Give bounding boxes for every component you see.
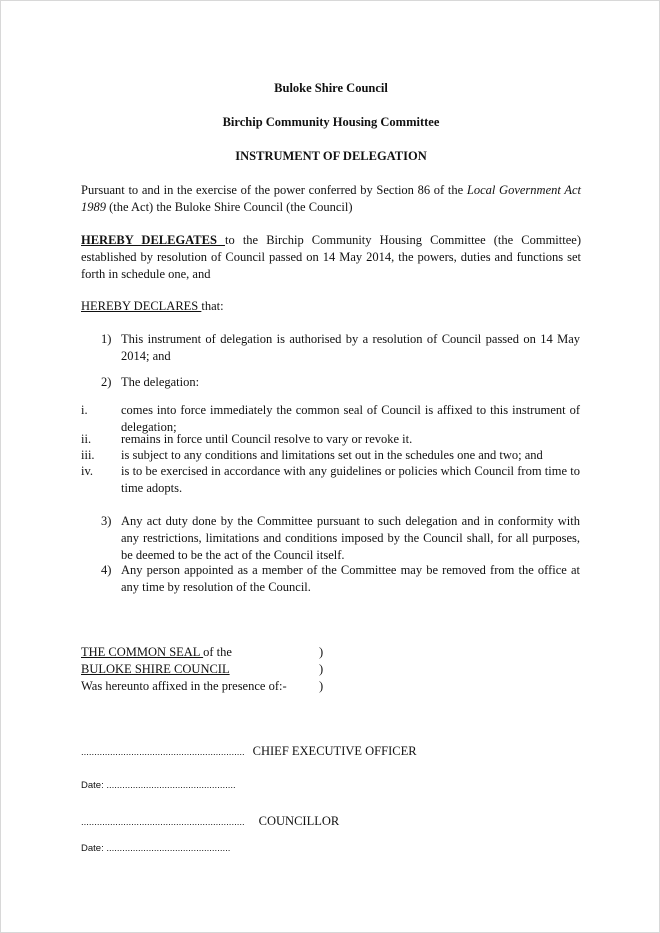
list-item: This instrument of delegation is authorised by a resolution of Council passed on 14 May 2014; and xyxy=(121,332,580,363)
delegates-keyword: HEREBY DELEGATES xyxy=(81,233,226,247)
list-item: is subject to any conditions and limitations set out in the schedules one and two; and xyxy=(121,448,543,462)
seal-keyword: THE COMMON SEAL xyxy=(81,645,204,659)
roman-number: i. xyxy=(81,403,88,417)
seal-bracket: ) xyxy=(319,679,324,693)
seal-text: of the xyxy=(203,645,232,659)
date-line-ceo: Date: ................................................. xyxy=(81,780,236,791)
signature-role: CHIEF EXECUTIVE OFFICER xyxy=(252,744,417,758)
instrument-title: INSTRUMENT OF DELEGATION xyxy=(235,149,427,163)
roman-number: ii. xyxy=(81,432,92,446)
list-item: is to be exercised in accordance with any guidelines or policies which Council from time to time adopts. xyxy=(121,464,580,495)
item-number: 3) xyxy=(101,514,112,528)
list-item: Any person appointed as a member of the Committee may be removed from the office at any time by resolution of the Council. xyxy=(121,563,580,594)
item-number: 4) xyxy=(101,563,112,577)
signature-ceo xyxy=(81,742,417,760)
list-item: Any act duty done by the Committee pursuant to such delegation and in conformity with any restrictions, limitations and conditions imposed by the Council shall, for all purposes, be deemed to be the act of the Council itself. xyxy=(121,514,580,562)
act-name: Local Government Act 1989 xyxy=(81,183,581,214)
item-number: 1) xyxy=(101,332,112,346)
signature-councillor xyxy=(81,812,339,830)
roman-number: iii. xyxy=(81,448,95,462)
intro-text: Pursuant to and in the exercise of the power conferred by Section 86 of the xyxy=(81,183,467,197)
list-item: The delegation: xyxy=(121,375,200,389)
seal-bracket: ) xyxy=(319,645,324,659)
seal-line-3: Was hereunto affixed in the presence of:- xyxy=(81,679,287,693)
signature-line: .............................................................. xyxy=(81,747,245,758)
declares-paragraph xyxy=(81,298,581,315)
roman-number: iv. xyxy=(81,464,94,478)
seal-line-1 xyxy=(81,644,232,661)
date-line-councillor: Date: ............................................... xyxy=(81,843,231,854)
intro-text-post: (the Act) the Buloke Shire Council (the Council) xyxy=(106,200,353,214)
committee-title: Birchip Community Housing Committee xyxy=(222,115,440,129)
item-number: 2) xyxy=(101,375,112,389)
delegates-paragraph xyxy=(81,232,581,283)
list-item: remains in force until Council resolve to vary or revoke it. xyxy=(121,432,413,446)
council-title: Buloke Shire Council xyxy=(274,81,388,95)
list-item: comes into force immediately the common seal of Council is affixed to this instrument of delegation; xyxy=(121,403,580,434)
seal-line-2: BULOKE SHIRE COUNCIL xyxy=(81,662,230,676)
delegates-text: to the Birchip Community Housing Committee (the Committee) established by resolution of Council passed on 14 May 2014, the powers, duties and functions set forth in schedule one, and xyxy=(81,233,581,281)
declares-keyword: HEREBY DECLARES xyxy=(81,299,202,313)
seal-bracket: ) xyxy=(319,662,324,676)
signature-role: COUNCILLOR xyxy=(258,814,340,828)
declares-text: that: xyxy=(201,299,224,313)
signature-line: .............................................................. xyxy=(81,817,245,828)
intro-paragraph xyxy=(81,182,581,216)
